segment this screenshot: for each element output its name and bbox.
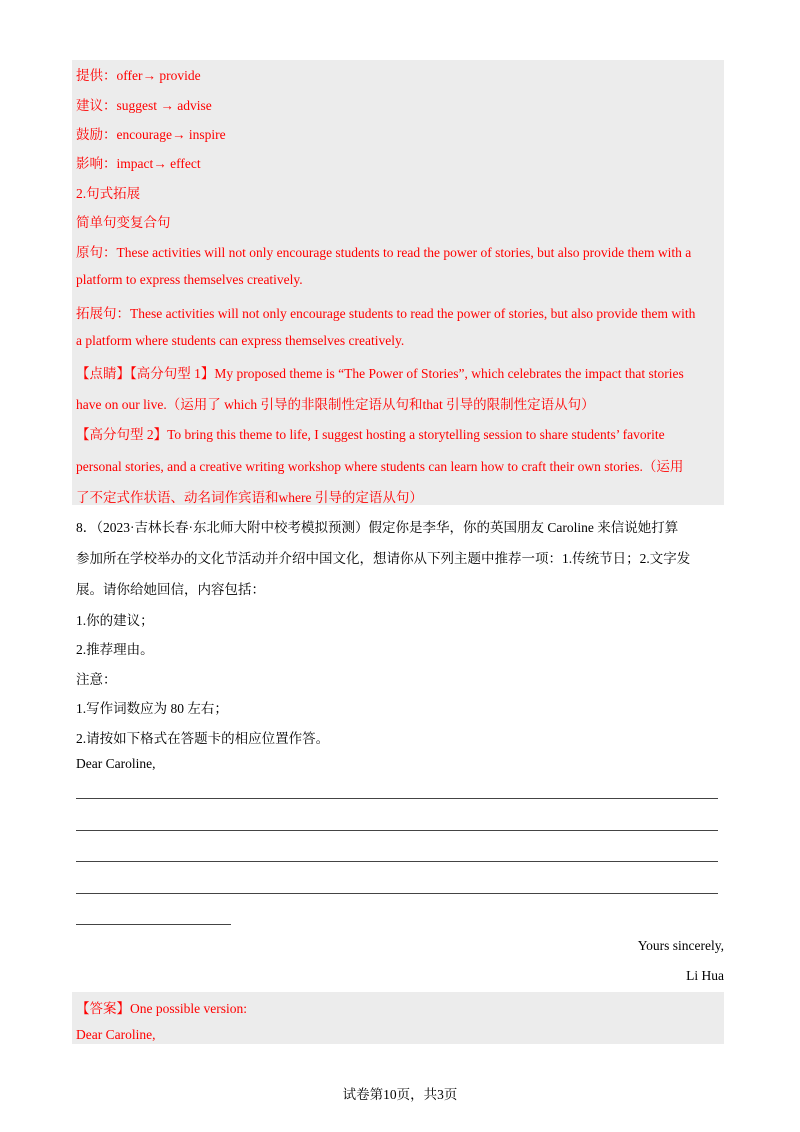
- expanded-sentence-line-2: a platform where students can express themselves creatively.: [76, 333, 405, 348]
- page-footer: 试卷第10页，共3页: [342, 1087, 458, 1102]
- question-line-8: 2.请按如下格式在答题卡的相应位置作答。: [76, 731, 330, 746]
- question-line-1: 8．（2023·吉林长春·东北师大附中校考模拟预测）假定你是李华，你的英国朋友 Caroline 来信说她打算: [76, 520, 679, 535]
- sub-title: 简单句变复合句: [76, 215, 171, 230]
- writing-line-3: [76, 861, 718, 862]
- vocab-item-4: 影响：impact→ effect: [76, 156, 201, 171]
- writing-line-5: [76, 924, 231, 925]
- vocab-item-2: 建议：suggest → advise: [76, 98, 212, 113]
- highlight-2-line-1: 【高分句型 2】To bring this theme to life, I suggest hosting a storytelling session to share students’ favorite: [76, 427, 665, 442]
- letter-signature: Li Hua: [686, 968, 724, 983]
- original-sentence-line-2: platform to express themselves creatively.: [76, 272, 303, 287]
- highlight-1-line-1: 【点睛】【高分句型 1】My proposed theme is “The Power of Stories”, which celebrates the impact that stories: [76, 366, 684, 381]
- vocab-item-1: 提供：offer→ provide: [76, 68, 201, 83]
- question-line-4: 1.你的建议；: [76, 613, 154, 628]
- highlight-2-line-2: personal stories, and a creative writing workshop where students can learn how to craft their own stories.（运用: [76, 459, 684, 474]
- question-line-3: 展。请你给她回信，内容包括：: [76, 582, 265, 597]
- question-line-7: 1.写作词数应为 80 左右；: [76, 701, 228, 716]
- question-line-2: 参加所在学校举办的文化节活动并介绍中国文化，想请你从下列主题中推荐一项：1.传统节日；2.文字发: [76, 551, 691, 566]
- question-line-5: 2.推荐理由。: [76, 642, 154, 657]
- highlight-2-line-3: 了不定式作状语、动名词作宾语和where 引导的定语从句）: [76, 490, 423, 505]
- vocab-item-3: 鼓励：encourage→ inspire: [76, 127, 226, 142]
- answer-salutation: Dear Caroline,: [76, 1027, 156, 1042]
- question-line-6: 注意：: [76, 672, 117, 687]
- letter-salutation: Dear Caroline,: [76, 756, 156, 771]
- section-title: 2.句式拓展: [76, 186, 141, 201]
- writing-line-4: [76, 893, 718, 894]
- answer-label: 【答案】One possible version:: [76, 1001, 247, 1016]
- highlight-1-line-2: have on our live.（运用了 which 引导的非限制性定语从句和that 引导的限制性定语从句）: [76, 397, 595, 412]
- writing-line-2: [76, 830, 718, 831]
- writing-line-1: [76, 798, 718, 799]
- letter-closing: Yours sincerely,: [637, 938, 724, 953]
- expanded-sentence-line-1: 拓展句：These activities will not only encourage students to read the power of stories, but also provide them with: [76, 306, 696, 321]
- original-sentence-line-1: 原句：These activities will not only encourage students to read the power of stories, but also provide them with a: [76, 245, 692, 260]
